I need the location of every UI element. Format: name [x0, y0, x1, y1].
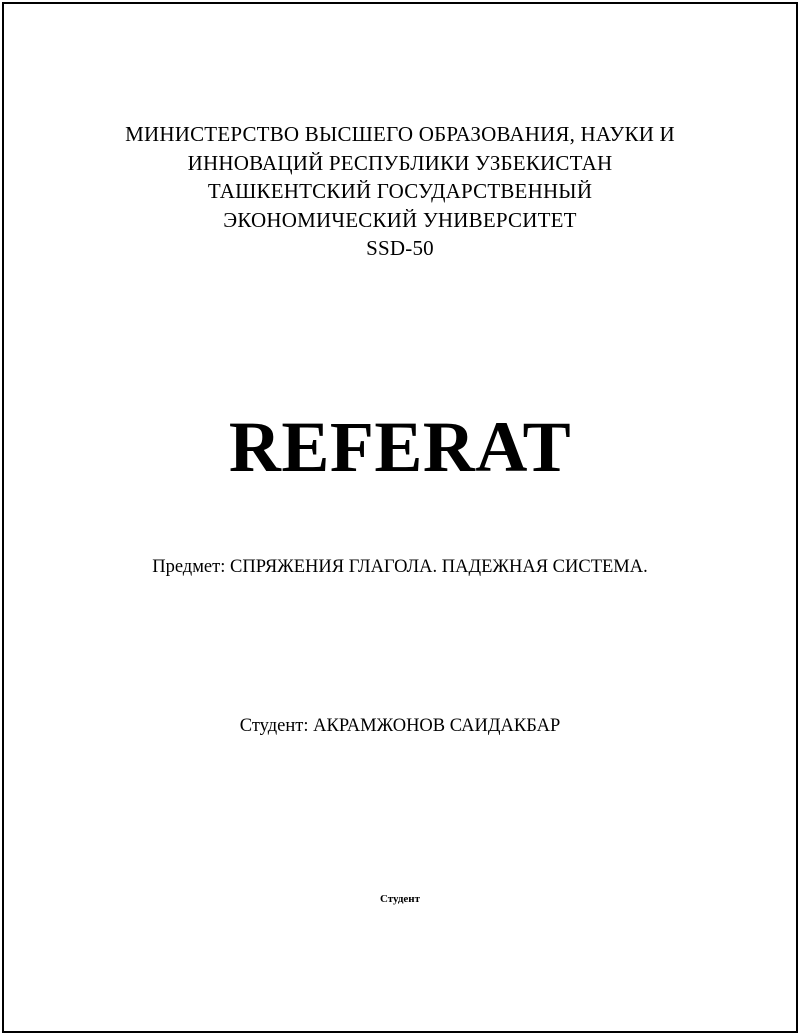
footer-label: Студент [379, 893, 421, 905]
institution-header [0, 120, 800, 263]
header-line: ИННОВАЦИЙ РЕСПУБЛИКИ УЗБЕКИСТАН [187, 150, 613, 175]
header-line: МИНИСТЕРСТВО ВЫСШЕГО ОБРАЗОВАНИЯ, НАУКИ И [125, 122, 675, 146]
subject-label: Предмет: [152, 557, 226, 577]
subject-line [0, 555, 800, 579]
student-label: Студент: [239, 716, 309, 736]
student-name: АКРАМЖОНОВ САИДАКБАР [313, 716, 561, 736]
student-line [0, 714, 800, 738]
header-line: ТАШКЕНТСКИЙ ГОСУДАРСТВЕННЫЙ [207, 179, 593, 203]
group-code: SSD-50 [366, 236, 434, 260]
subject-value: СПРЯЖЕНИЯ ГЛАГОЛА. ПАДЕЖНАЯ СИСТЕМА. [230, 557, 648, 577]
header-line: ЭКОНОМИЧЕСКИЙ УНИВЕРСИТЕТ [223, 207, 577, 232]
document-title: REFERAT [228, 407, 572, 487]
